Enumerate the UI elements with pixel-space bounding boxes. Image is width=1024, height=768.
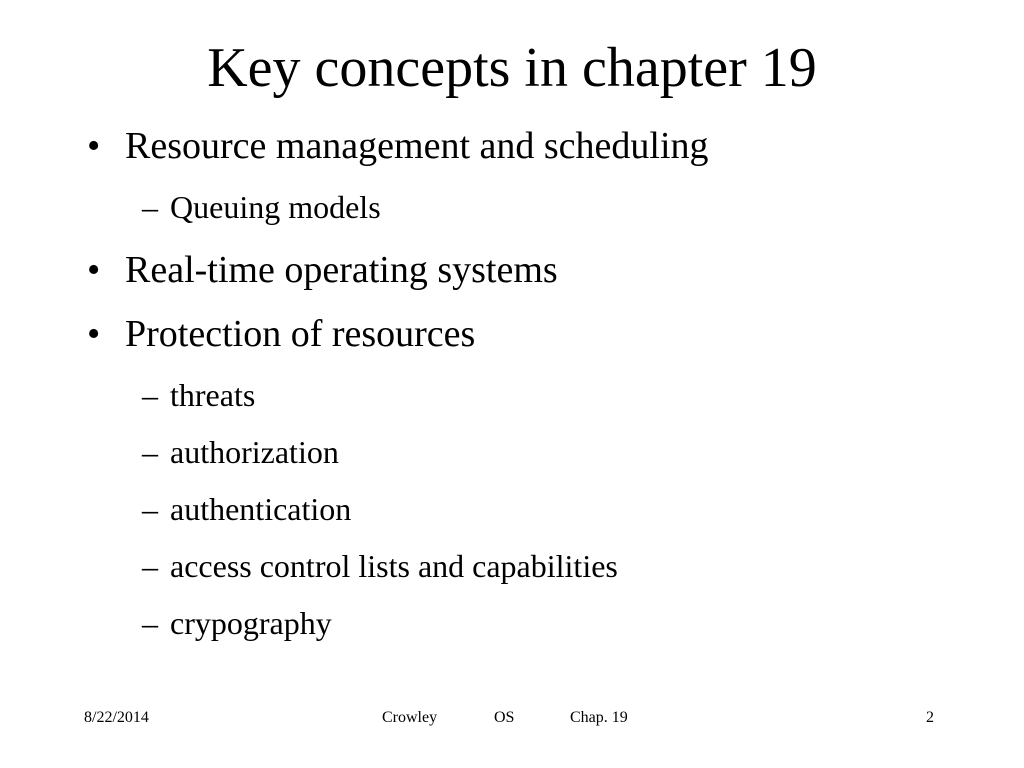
slide-title: Key concepts in chapter 19 <box>207 37 817 99</box>
sub-bullet-item <box>142 188 381 226</box>
footer-course: OS <box>494 709 515 726</box>
bullet-item <box>87 312 475 356</box>
sub-bullet-item <box>142 490 351 528</box>
sub-bullet-marker: – <box>142 434 158 470</box>
bullet-item <box>87 124 709 168</box>
sub-bullet-text: authorization <box>170 434 339 470</box>
sub-bullet-text: Queuing models <box>170 189 381 225</box>
footer-page-number: 2 <box>926 709 934 726</box>
sub-bullet-marker: – <box>142 189 158 225</box>
sub-bullet-item <box>142 604 332 642</box>
sub-bullet-text: crypography <box>170 605 332 641</box>
bullet-marker: • <box>87 313 101 355</box>
sub-bullet-marker: – <box>142 605 158 641</box>
sub-bullet-text: authentication <box>170 491 352 527</box>
bullet-marker: • <box>87 125 101 167</box>
sub-bullet-text: access control lists and capabilities <box>170 548 618 584</box>
footer-date: 8/22/2014 <box>84 709 149 726</box>
bullet-text: Protection of resources <box>125 313 476 355</box>
bullet-item <box>87 248 558 292</box>
sub-bullet-marker: – <box>142 491 158 527</box>
sub-bullet-text: threats <box>170 377 256 413</box>
footer-author: Crowley <box>382 709 438 726</box>
bullet-text: Resource management and scheduling <box>125 125 709 167</box>
bullet-text: Real-time operating systems <box>125 249 558 291</box>
sub-bullet-item <box>142 433 339 471</box>
footer-chapter: Chap. 19 <box>570 709 628 726</box>
sub-bullet-item <box>142 376 255 414</box>
bullet-marker: • <box>87 249 101 291</box>
sub-bullet-marker: – <box>142 377 158 413</box>
sub-bullet-item <box>142 547 618 585</box>
sub-bullet-marker: – <box>142 548 158 584</box>
